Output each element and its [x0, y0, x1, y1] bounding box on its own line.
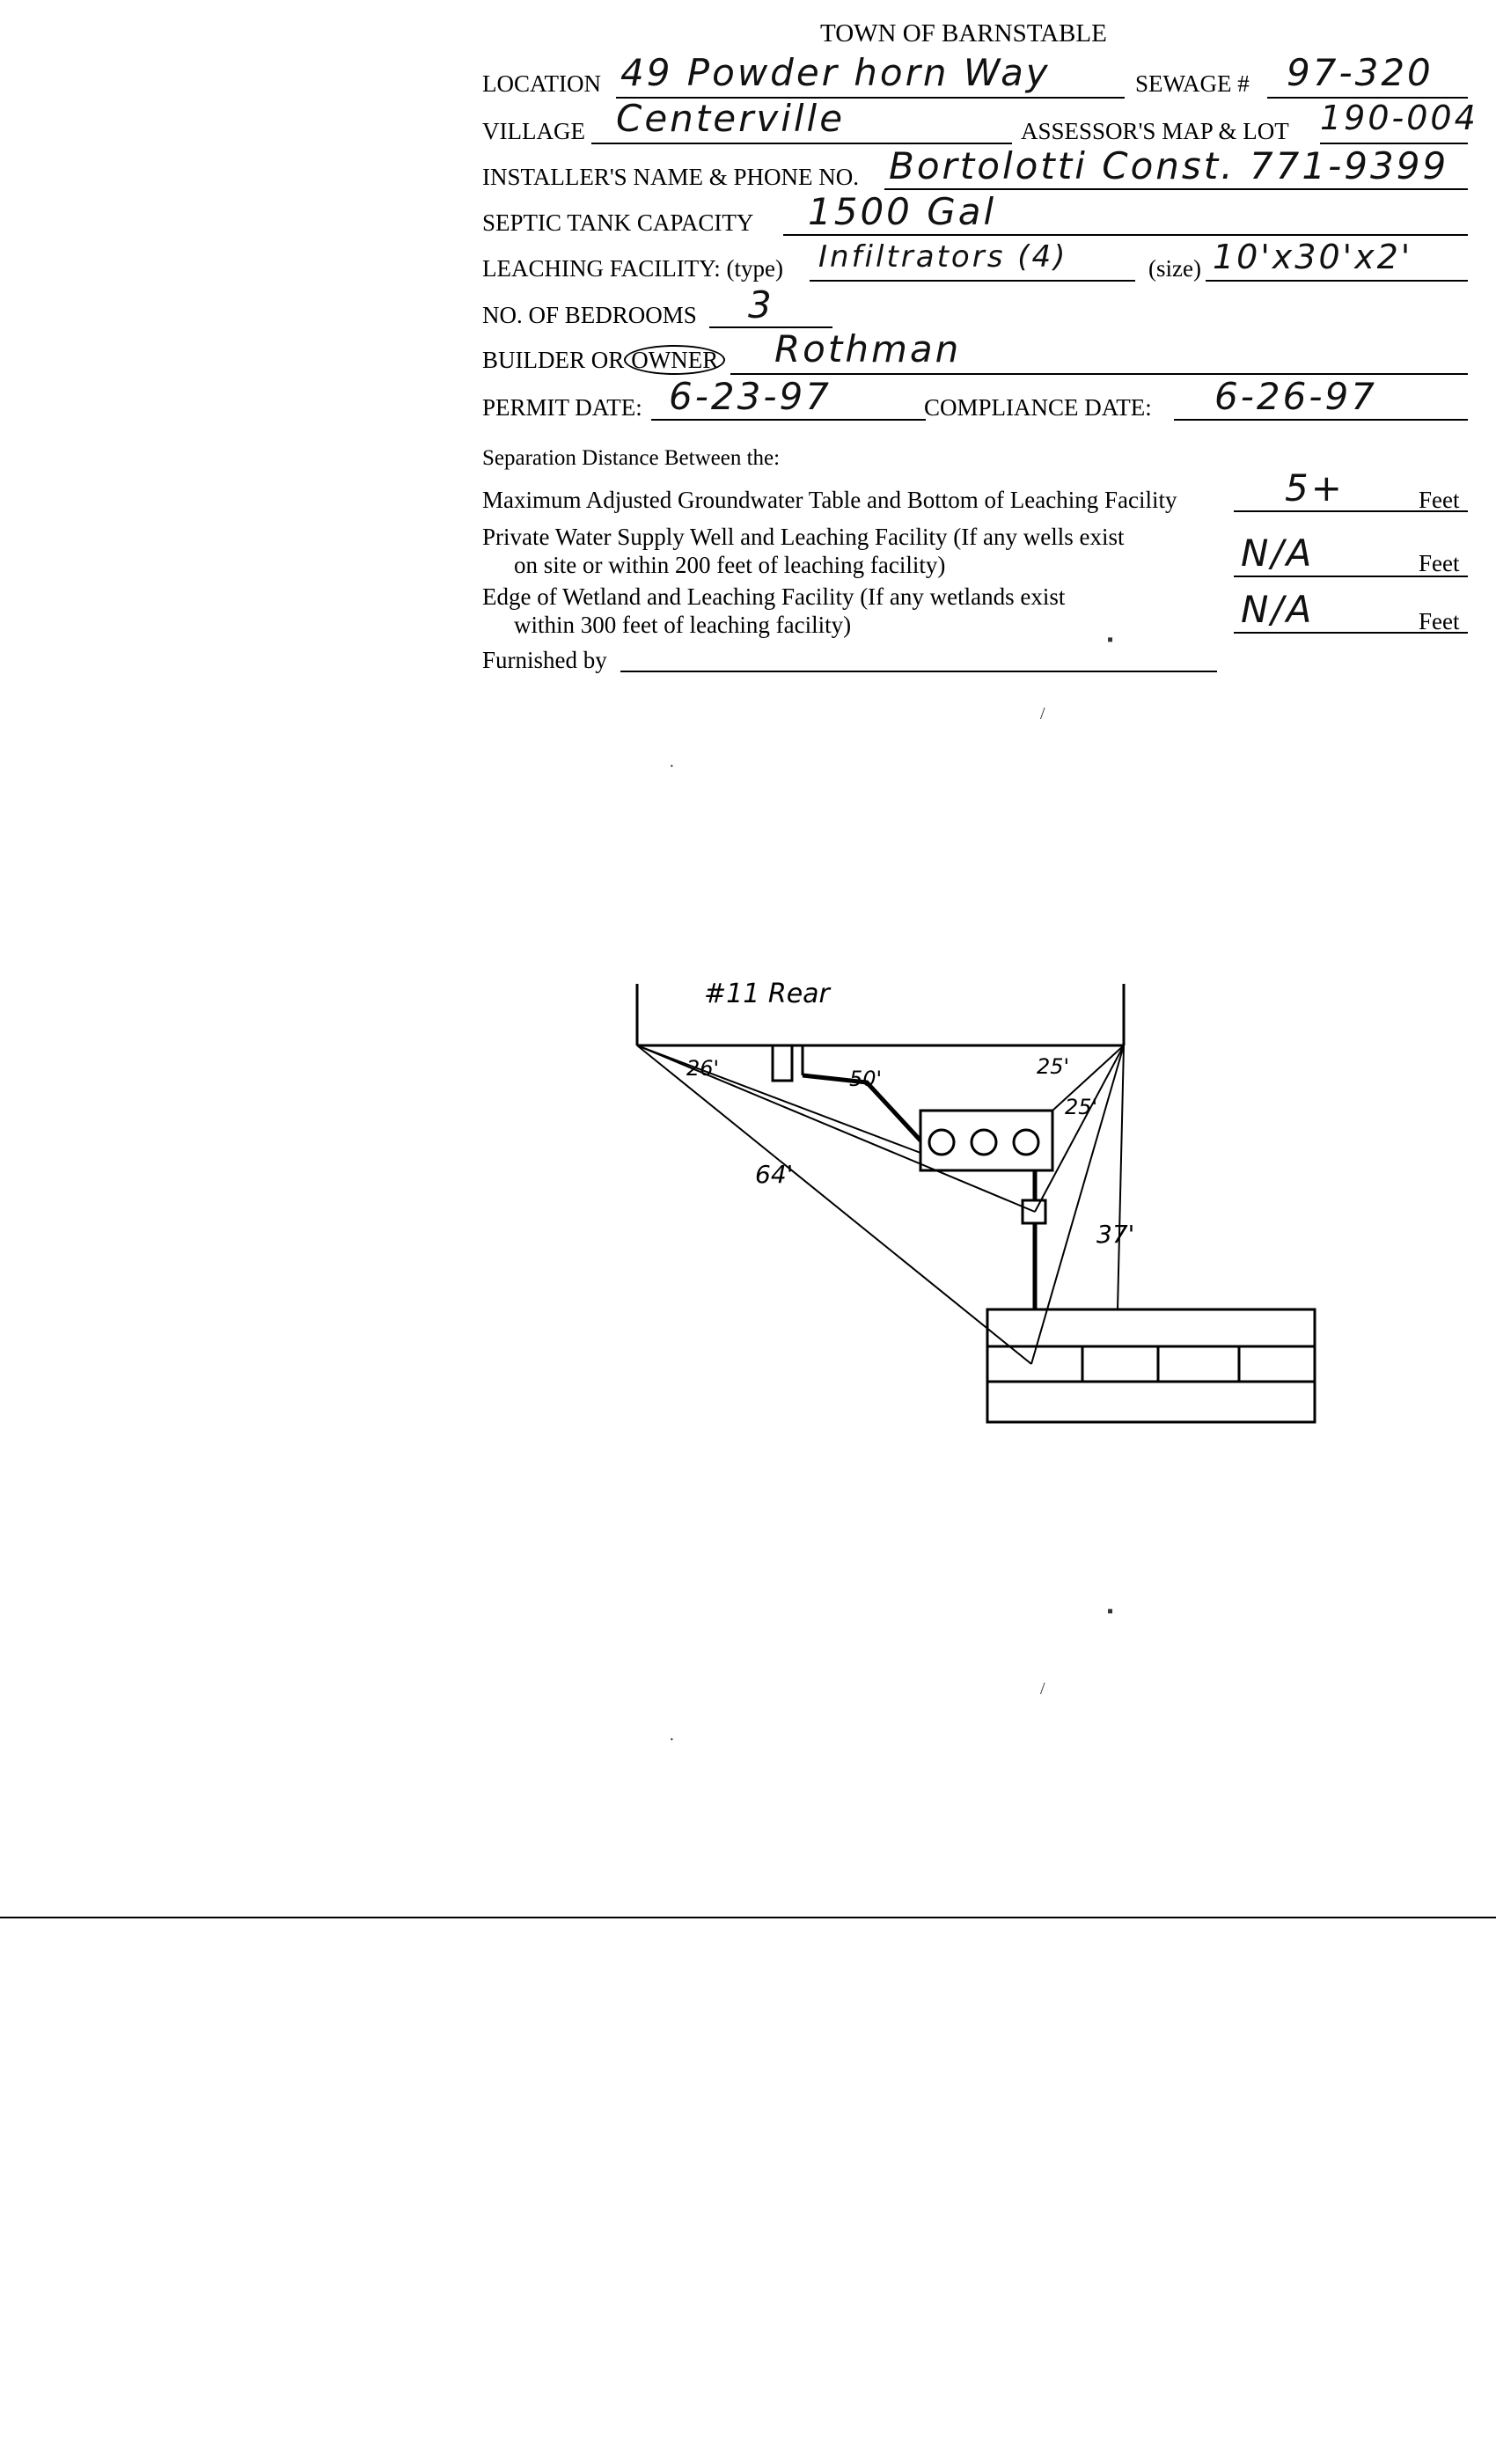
- well-line1: Private Water Supply Well and Leaching Facility (If any wells exist: [482, 524, 1125, 550]
- tank-cover-3: [1014, 1130, 1038, 1155]
- installer-value: Bortolotti Const. 771-9399: [889, 144, 1449, 187]
- groundwater-value: 5+: [1285, 466, 1345, 510]
- bedrooms-label: NO. OF BEDROOMS: [482, 302, 697, 328]
- bedrooms-value: 3: [748, 283, 774, 326]
- permit-label: PERMIT DATE:: [482, 394, 642, 421]
- dim-25b-label: 25': [1065, 1095, 1098, 1119]
- house-bump: [773, 1045, 792, 1081]
- sewage-value: 97-320: [1287, 51, 1434, 94]
- dim-64-label: 64': [755, 1160, 794, 1189]
- wetland-value: N/A: [1241, 588, 1315, 631]
- location-value: 49 Powder horn Way: [620, 51, 1051, 94]
- village-label: VILLAGE: [482, 118, 585, 144]
- dim-26-label: 26': [686, 1056, 720, 1081]
- leaching-field: [987, 1309, 1315, 1422]
- village-value: Centerville: [616, 97, 846, 140]
- scan-speck: ·: [669, 1730, 675, 1749]
- tank-cover-1: [929, 1130, 954, 1155]
- scan-speck: ▪: [1107, 630, 1114, 649]
- wetland-line1: Edge of Wetland and Leaching Facility (If any wetlands exist: [482, 583, 1066, 610]
- groundwater-unit: Feet: [1419, 487, 1460, 513]
- separation-heading: Separation Distance Between the:: [482, 446, 781, 470]
- wetland-line2: within 300 feet of leaching facility): [514, 612, 852, 638]
- leaching-label: LEACHING FACILITY: (type): [482, 255, 783, 282]
- tie-26: [637, 1045, 920, 1153]
- dim-37-label: 37': [1096, 1220, 1135, 1249]
- scan-speck: ▪: [1107, 1602, 1114, 1621]
- builder-prefix: BUILDER OR: [482, 347, 625, 373]
- page-divider: [0, 1917, 1496, 1918]
- size-label: (size): [1148, 255, 1201, 282]
- well-line2: on site or within 200 feet of leaching facility): [514, 552, 946, 578]
- septic-tank: [920, 1111, 1052, 1170]
- wetland-unit: Feet: [1419, 608, 1460, 634]
- well-value: N/A: [1241, 532, 1315, 575]
- scan-speck: ·: [669, 757, 675, 776]
- tank-value: 1500 Gal: [808, 190, 997, 233]
- tie-64: [637, 1045, 1031, 1364]
- tank-cover-2: [972, 1130, 996, 1155]
- separation-row-groundwater: Maximum Adjusted Groundwater Table and Bottom of Leaching Facility: [482, 487, 1177, 513]
- furnished-label: Furnished by: [482, 647, 607, 673]
- scan-speck: /: [1040, 704, 1045, 723]
- sewage-label: SEWAGE #: [1135, 70, 1250, 97]
- rear-label: #11 Rear: [704, 979, 830, 1009]
- leaching-type-value: Infiltrators (4): [818, 239, 1068, 275]
- town-title: TOWN OF BARNSTABLE: [820, 19, 1107, 48]
- size-value: 10'x30'x2': [1213, 238, 1413, 276]
- installer-label: INSTALLER'S NAME & PHONE NO.: [482, 164, 859, 190]
- owner-circled-label: OWNER: [624, 345, 725, 375]
- well-unit: Feet: [1419, 550, 1460, 576]
- tie-vertical: [1118, 1045, 1124, 1309]
- tank-label: SEPTIC TANK CAPACITY: [482, 209, 754, 236]
- compliance-value: 6-26-97: [1214, 375, 1377, 418]
- scan-speck: /: [1040, 1679, 1045, 1698]
- map-lot-label: ASSESSOR'S MAP & LOT: [1021, 118, 1289, 144]
- compliance-label: COMPLIANCE DATE:: [924, 394, 1152, 421]
- permit-value: 6-23-97: [669, 375, 832, 418]
- dim-25-label: 25': [1037, 1054, 1070, 1079]
- location-label: LOCATION: [482, 70, 601, 97]
- dim-50-label: 50': [849, 1067, 883, 1091]
- owner-value: Rothman: [774, 327, 962, 370]
- map-lot-value: 190-004: [1320, 99, 1478, 137]
